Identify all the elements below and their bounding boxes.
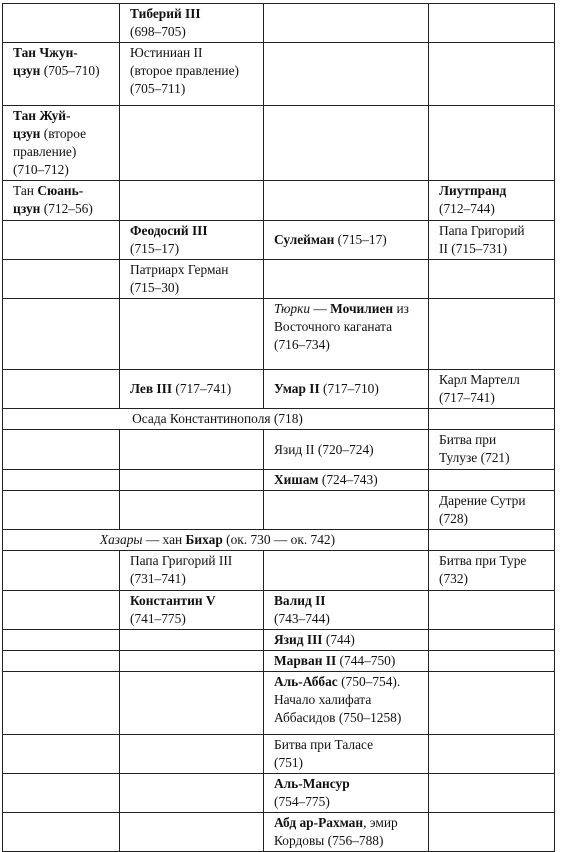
table-cell (264, 430, 429, 470)
table-cell (429, 370, 555, 409)
cell-line (439, 222, 548, 240)
bold-text: Язид III (274, 632, 323, 647)
table-cell (3, 4, 120, 43)
table-row (3, 630, 555, 651)
text-segment: Дарение Сутри (439, 493, 526, 508)
cell-line (130, 222, 257, 240)
table-cell (3, 43, 120, 106)
text-segment: (698–705) (130, 24, 186, 39)
table-cell (429, 4, 555, 43)
table-cell (429, 43, 555, 106)
bold-text: Бихар (185, 532, 223, 547)
bold-text: цзун (13, 201, 41, 216)
cell-line (13, 200, 113, 218)
text-segment: Битва при Туре (439, 553, 527, 568)
table-cell (120, 106, 264, 181)
text-segment: (744–750) (336, 653, 396, 668)
text-segment: (743–744) (274, 611, 330, 626)
table-cell (264, 4, 429, 43)
text-segment: , эмир (363, 815, 398, 830)
table-cell (429, 260, 555, 299)
table-cell (264, 813, 429, 852)
table-row (3, 651, 555, 672)
table-cell (120, 630, 264, 651)
table-cell (120, 43, 264, 106)
table-cell (429, 774, 555, 813)
bold-text: Лев III (130, 381, 173, 396)
table-row (3, 735, 555, 774)
table-cell (264, 672, 429, 735)
cell-line (439, 200, 548, 218)
cell-line (274, 691, 422, 709)
cell-line (274, 380, 422, 398)
chronology-table (2, 3, 555, 852)
cell-line (274, 673, 422, 691)
table-cell (120, 260, 264, 299)
table-cell (120, 221, 264, 260)
cell-line (439, 182, 548, 200)
table-cell (120, 370, 264, 409)
table-row (3, 491, 555, 530)
text-segment: (второе правление) (130, 63, 239, 78)
table-cell (264, 591, 429, 630)
bold-text: Умар II (274, 381, 320, 396)
bold-text: Сюань- (37, 183, 84, 198)
table-cell (3, 735, 120, 774)
bold-text: Мочилиен (330, 301, 394, 316)
table-cell (120, 591, 264, 630)
bold-text: Хишам (274, 472, 319, 487)
text-segment: Язид II (720–724) (274, 441, 374, 457)
cell-line (274, 336, 422, 354)
table-cell (3, 181, 120, 221)
cell-line (274, 814, 422, 832)
cell-line (274, 610, 422, 628)
cell-line (130, 44, 257, 62)
cell-line (274, 441, 422, 459)
table-row (3, 106, 555, 181)
text-segment: (717–710) (319, 381, 379, 396)
cell-line (130, 80, 257, 98)
text-segment: (724–743) (318, 472, 378, 487)
cell-line (130, 610, 257, 628)
table-cell (264, 260, 429, 299)
text-segment: — (310, 301, 331, 316)
text-segment: II (715–731) (439, 241, 508, 256)
table-row (3, 370, 555, 409)
table-cell (3, 672, 120, 735)
table-cell (429, 106, 555, 181)
table-cell (264, 43, 429, 106)
table-cell (3, 260, 120, 299)
table-cell (120, 491, 264, 530)
bold-text: Сулейман (274, 232, 335, 247)
cell-line (274, 471, 422, 489)
cell-line (130, 261, 257, 279)
table-row (3, 551, 555, 591)
text-segment: (715–17) (334, 232, 387, 247)
table-cell (264, 630, 429, 651)
table-row (3, 672, 555, 735)
spanning-event-cell (3, 530, 429, 551)
text-segment: — хан (142, 532, 186, 547)
cell-line (13, 125, 113, 143)
text-segment: (717–741) (172, 381, 232, 396)
bold-text: Тиберий III (130, 6, 201, 21)
table-row (3, 4, 555, 43)
bold-text: Константин V (130, 593, 216, 608)
table-cell (120, 430, 264, 470)
table-cell (3, 299, 120, 370)
table-cell (264, 774, 429, 813)
text-segment: из (393, 301, 409, 316)
table-row (3, 430, 555, 470)
cell-line (130, 62, 257, 80)
table-cell (264, 106, 429, 181)
cell-line (130, 570, 257, 588)
cell-line (13, 62, 113, 80)
cell-line (274, 736, 422, 754)
table-cell (120, 470, 264, 491)
text-segment: Восточного каганата (274, 319, 393, 334)
text-segment: Карл Мартелл (439, 372, 520, 387)
bold-text: Тан Жуй- (13, 108, 71, 123)
cell-line (439, 240, 548, 258)
table-cell (429, 430, 555, 470)
table-cell (120, 551, 264, 591)
cell-line (13, 107, 113, 125)
text-segment: (716–734) (274, 337, 330, 352)
table-cell (120, 774, 264, 813)
bold-text: цзун (13, 63, 41, 78)
table-cell (429, 470, 555, 491)
text-segment: (754–775) (274, 794, 330, 809)
cell-line (274, 231, 422, 249)
cell-line (439, 570, 548, 588)
table-cell (429, 409, 555, 430)
table-cell (264, 299, 429, 370)
cell-line (274, 318, 422, 336)
cell-line (274, 300, 422, 318)
table-row (3, 591, 555, 630)
table-row (3, 299, 555, 370)
text-segment: Юстиниан II (130, 45, 203, 60)
cell-line (130, 380, 257, 398)
spanning-event-cell (3, 409, 429, 430)
table-row (3, 260, 555, 299)
table-cell (429, 630, 555, 651)
cell-line (130, 23, 257, 41)
cell-line (274, 709, 422, 727)
table-cell (429, 651, 555, 672)
cell-line (274, 754, 422, 772)
table-cell (264, 370, 429, 409)
cell-line (274, 775, 422, 793)
table-cell (120, 181, 264, 221)
cell-line (130, 5, 257, 23)
table-body (3, 4, 555, 852)
table-cell (3, 491, 120, 530)
bold-text: Феодосий III (130, 223, 208, 238)
table-cell (3, 630, 120, 651)
table-cell (429, 221, 555, 260)
cell-line (13, 143, 113, 161)
table-cell (264, 651, 429, 672)
table-cell (3, 651, 120, 672)
cell-line (130, 240, 257, 258)
bold-text: Валид II (274, 593, 326, 608)
text-segment: (712–56) (40, 201, 93, 216)
table-cell (3, 813, 120, 852)
table-row (3, 181, 555, 221)
cell-line (13, 182, 113, 200)
table-cell (264, 491, 429, 530)
table-cell (3, 430, 120, 470)
table-cell (3, 551, 120, 591)
cell-line (439, 510, 548, 528)
text-segment: (744) (322, 632, 355, 647)
text-segment: (715–17) (130, 241, 180, 256)
table-cell (120, 735, 264, 774)
cell-line (13, 531, 422, 549)
text-segment: (717–741) (439, 390, 495, 405)
table-cell (429, 491, 555, 530)
text-segment: (751) (274, 755, 304, 770)
table-cell (120, 4, 264, 43)
table-row (3, 530, 555, 551)
bold-text: Лиутпранд (439, 183, 507, 198)
table-cell (429, 530, 555, 551)
italic-text: Тюрки (274, 301, 311, 316)
table-cell (264, 735, 429, 774)
table-row (3, 409, 555, 430)
table-row (3, 221, 555, 260)
cell-line (439, 371, 548, 389)
cell-line (439, 431, 548, 449)
cell-line (439, 449, 548, 467)
table-cell (3, 370, 120, 409)
table-cell (429, 551, 555, 591)
text-segment: (741–775) (130, 611, 186, 626)
cell-line (274, 592, 422, 610)
text-segment: (ок. 730 — ок. 742) (222, 532, 336, 547)
table-cell (3, 221, 120, 260)
table-cell (429, 813, 555, 852)
table-cell (3, 774, 120, 813)
text-segment: (710–712) (13, 162, 69, 177)
text-segment: (705–711) (130, 81, 186, 96)
table-cell (3, 470, 120, 491)
table-cell (120, 299, 264, 370)
text-segment: Аббасидов (750–1258) (274, 710, 402, 725)
bold-text: Абд ар-Рахман (274, 815, 364, 830)
table-cell (264, 470, 429, 491)
text-segment: Тан (13, 183, 38, 198)
table-cell (120, 672, 264, 735)
table-row (3, 43, 555, 106)
cell-line (13, 161, 113, 179)
text-segment: Тулузе (721) (439, 450, 510, 465)
text-segment: (712–744) (439, 201, 495, 216)
text-segment: Битва при (439, 432, 497, 447)
text-segment: Битва при Таласе (274, 737, 374, 752)
cell-line (274, 832, 422, 850)
table-cell (120, 651, 264, 672)
text-segment: (705–710) (40, 63, 100, 78)
cell-line (130, 552, 257, 570)
table-row (3, 774, 555, 813)
cell-line (439, 389, 548, 407)
text-segment: Папа Григорий III (130, 553, 233, 568)
bold-text: Тан Чжун- (13, 45, 78, 60)
bold-text: Марван II (274, 653, 337, 668)
table-cell (429, 591, 555, 630)
table-cell (264, 221, 429, 260)
cell-line (274, 793, 422, 811)
text-segment: (728) (439, 511, 469, 526)
cell-line (130, 279, 257, 297)
text-segment: (второе (40, 126, 87, 141)
cell-line (274, 631, 422, 649)
bold-text: цзун (13, 126, 41, 141)
table-cell (429, 735, 555, 774)
table-row (3, 470, 555, 491)
text-segment: (715–30) (130, 280, 180, 295)
table-cell (429, 181, 555, 221)
text-segment: Начало халифата (274, 692, 372, 707)
text-segment: (731–741) (130, 571, 186, 586)
text-segment: Осада Константинополя (718) (132, 411, 303, 426)
text-segment: Кордовы (756–788) (274, 833, 384, 848)
cell-line (439, 492, 548, 510)
cell-line (13, 44, 113, 62)
cell-line (130, 592, 257, 610)
table-cell (429, 672, 555, 735)
text-segment: (750–754). (337, 674, 401, 689)
table-cell (264, 551, 429, 591)
table-cell (3, 106, 120, 181)
table-cell (3, 591, 120, 630)
cell-line (274, 652, 422, 670)
table-cell (264, 181, 429, 221)
table-row (3, 813, 555, 852)
bold-text: Аль-Мансур (274, 776, 350, 791)
cell-line (439, 552, 548, 570)
bold-text: Аль-Аббас (274, 674, 338, 689)
text-segment: правление) (13, 144, 77, 159)
text-segment: Патриарх Герман (130, 262, 229, 277)
text-segment: Папа Григорий (439, 223, 525, 238)
text-segment: (732) (439, 571, 469, 586)
cell-line (13, 410, 422, 428)
table-cell (120, 813, 264, 852)
italic-text: Хазары (99, 532, 143, 547)
table-cell (429, 299, 555, 370)
